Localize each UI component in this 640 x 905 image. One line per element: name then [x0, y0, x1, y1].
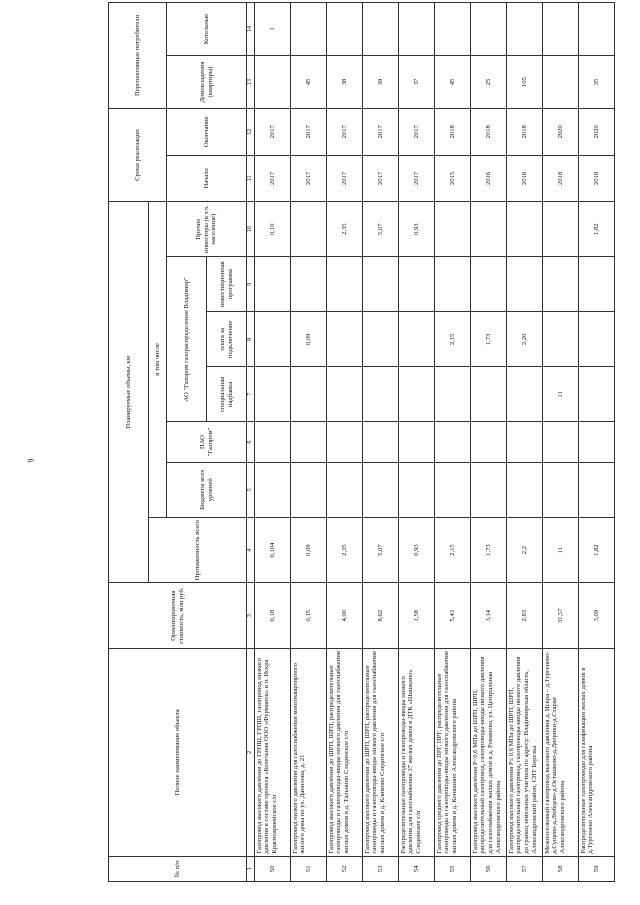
col-index: 9 [247, 257, 255, 312]
cell-other [542, 202, 578, 257]
table-row [506, 3, 542, 882]
table-row [578, 3, 614, 882]
cell-cost: 8,62 [362, 583, 398, 649]
cell-name: Газопровод высокого давления до ШРП, ШРП, распределительные газопроводы и газопроводы-вводы низкого давления для газоснабжения жилых домов в д. Тальнино Слединское с/п [326, 649, 362, 857]
cell-households: 105 [506, 56, 542, 109]
cell-start: 2015 [434, 155, 470, 202]
cell-boilers [290, 3, 326, 56]
cell-cost: 3,09 [578, 583, 614, 649]
cell-households: 39 [362, 56, 398, 109]
cell-invest [506, 257, 542, 312]
column-index-row [247, 3, 255, 882]
header-households: Домовладения (квартиры) [167, 56, 247, 109]
cell-cost: 1,58 [398, 583, 434, 649]
cell-start: 2017 [398, 155, 434, 202]
cell-len: 1,73 [470, 517, 506, 583]
cell-special [290, 367, 326, 422]
cell-start: 2016 [470, 155, 506, 202]
cell-name: Газопровод высокого давления до ГРПШ, ГРПШ, газопровод низкого давления в составе проекта «Котельная ООО «Фурманов» в п. Искра Красноармейское с/п [254, 649, 290, 857]
cell-boilers [578, 3, 614, 56]
cell-start: 2016 [506, 155, 542, 202]
cell-budgets [506, 462, 542, 517]
cell-fee [326, 312, 362, 367]
cell-special [434, 367, 470, 422]
cell-households: 38 [326, 56, 362, 109]
cell-budgets [362, 462, 398, 517]
col-index: 4 [247, 517, 255, 583]
page-number: 9 [26, 458, 36, 463]
table-row [542, 3, 578, 882]
cell-other: 2,35 [326, 202, 362, 257]
cell-boilers [434, 3, 470, 56]
gas-pipeline-table [108, 2, 615, 882]
col-index: 5 [247, 462, 255, 517]
cell-name: Распределительные газопроводы и газопроводы-вводы низкого давления для газоснабжения 37 жилых домов в ДТК «Шишкино» Слединское с/п [398, 649, 434, 857]
header-terms: Сроки реализации [109, 108, 167, 201]
cell-len: 2,35 [326, 517, 362, 583]
cell-budgets [290, 462, 326, 517]
cell-end: 2017 [398, 108, 434, 155]
cell-other: 0,10 [254, 202, 290, 257]
cell-end: 2018 [434, 108, 470, 155]
cell-pao [254, 422, 290, 462]
cell-other [290, 202, 326, 257]
cell-households: 35 [578, 56, 614, 109]
cell-len: 5,07 [362, 517, 398, 583]
cell-n: 54 [398, 856, 434, 881]
cell-other: 5,07 [362, 202, 398, 257]
cell-n: 59 [578, 856, 614, 881]
cell-len: 0,09 [290, 517, 326, 583]
cell-households: 25 [470, 56, 506, 109]
cell-n: 57 [506, 856, 542, 881]
cell-invest [542, 257, 578, 312]
cell-special [326, 367, 362, 422]
col-index: 12 [247, 108, 255, 155]
cell-end: 2017 [290, 108, 326, 155]
cell-cost: 0,18 [254, 583, 290, 649]
cell-start: 2017 [290, 155, 326, 202]
table-row [398, 3, 434, 882]
cell-special [506, 367, 542, 422]
col-index: 6 [247, 422, 255, 462]
cell-fee [578, 312, 614, 367]
rotated-table-container [108, 2, 638, 882]
header-planned: Планируемые объемы, км [109, 202, 149, 583]
cell-boilers [470, 3, 506, 56]
cell-invest [326, 257, 362, 312]
col-index: 8 [247, 312, 255, 367]
cell-fee: 2,15 [434, 312, 470, 367]
cell-name: Газопровод высокого давления до ШРП, ШРП, распределительные газопроводы и газопроводы-вводы низкого давления для газоснабжения жилых домов в д. Климово Слединское с/п [362, 649, 398, 857]
cell-invest [470, 257, 506, 312]
cell-boilers [542, 3, 578, 56]
cell-invest [434, 257, 470, 312]
cell-other: 0,93 [398, 202, 434, 257]
cell-other: 1,82 [578, 202, 614, 257]
cell-end: 2017 [326, 108, 362, 155]
cell-pao [290, 422, 326, 462]
cell-boilers: 1 [254, 3, 290, 56]
header-ao: АО "Газпром газораспределение Владимир" [167, 257, 207, 422]
cell-len: 2,15 [434, 517, 470, 583]
cell-special: 11 [542, 367, 578, 422]
col-index: 2 [247, 649, 255, 857]
cell-cost: 31,57 [542, 583, 578, 649]
cell-invest [578, 257, 614, 312]
header-end: Окончание [167, 108, 247, 155]
cell-n: 50 [254, 856, 290, 881]
cell-households [254, 56, 290, 109]
cell-special [578, 367, 614, 422]
cell-name: Газопровод среднего давления до ПРГ, ПРГ, распределительные газопроводы и газопроводы-вводы низкого давления для газоснабжения жилых домов в д. Коняшино Александровского района [434, 649, 470, 857]
header-start: Начало [167, 155, 247, 202]
table-row [326, 3, 362, 882]
cell-fee [398, 312, 434, 367]
table-row [254, 3, 290, 882]
cell-start: 2017 [254, 155, 290, 202]
header-incl: в том числе [149, 202, 167, 518]
cell-pao [506, 422, 542, 462]
cell-households: 37 [398, 56, 434, 109]
cell-special [398, 367, 434, 422]
cell-name: Распределительные газопроводы для газификации жилых домов в д.Тургенево Александровского района [578, 649, 614, 857]
header-consumers: Перспективные потребители [109, 3, 167, 109]
col-index: 3 [247, 583, 255, 649]
header-name: Полное наименование объекта [109, 649, 247, 857]
cell-n: 52 [326, 856, 362, 881]
cell-pao [470, 422, 506, 462]
cell-cost: 0,15 [290, 583, 326, 649]
cell-fee: 2,20 [506, 312, 542, 367]
cell-budgets [326, 462, 362, 517]
cell-start: 2017 [326, 155, 362, 202]
cell-cost: 3,14 [470, 583, 506, 649]
cell-fee [254, 312, 290, 367]
cell-name: Газопровод высокого давления Р<0,6 МПа до ШРП, ШРП, распределительный газопровод, газопроводы-вводы низкого давления для газоснабжения жилых домов в д. Романово, ул. Центральная Александровского района [470, 649, 506, 857]
cell-cost: 5,43 [434, 583, 470, 649]
cell-pao [578, 422, 614, 462]
cell-len: 1,82 [578, 517, 614, 583]
cell-other [506, 202, 542, 257]
col-index: 14 [247, 3, 255, 56]
cell-name: Газопровод высокого давления Р≤ 0,6 МПа до ШРП, ШРП, распределительный газопровод, газопроводы-вводы низкого давления до границ земельных участков по адресу: Владимирская область, Александровский район, СНТ Березка [506, 649, 542, 857]
cell-end: 2020 [578, 108, 614, 155]
cell-n: 58 [542, 856, 578, 881]
cell-end: 2017 [362, 108, 398, 155]
cell-budgets [578, 462, 614, 517]
cell-len: 0,104 [254, 517, 290, 583]
cell-invest [290, 257, 326, 312]
cell-n: 51 [290, 856, 326, 881]
cell-invest [362, 257, 398, 312]
cell-households: 45 [434, 56, 470, 109]
cell-n: 55 [434, 856, 470, 881]
cell-n: 56 [470, 856, 506, 881]
header-pao: ПАО "Газпром" [167, 422, 247, 462]
cell-pao [326, 422, 362, 462]
cell-special [362, 367, 398, 422]
col-index: 13 [247, 56, 255, 109]
cell-fee: 0,09 [290, 312, 326, 367]
table-row [434, 3, 470, 882]
cell-households [542, 56, 578, 109]
cell-budgets [470, 462, 506, 517]
header-invest: инвестиционная программа [207, 257, 247, 312]
cell-boilers [398, 3, 434, 56]
cell-boilers [362, 3, 398, 56]
col-index: 1 [247, 856, 255, 881]
cell-name: Межпоселковый газопровод высокого давления д. Искра – д.Тургенево-д.Сущево-д.Любцево-д.Осташково-д.Дворики-д.Старая Александровского района [542, 649, 578, 857]
cell-cost: 2,83 [506, 583, 542, 649]
cell-start: 2018 [542, 155, 578, 202]
cell-invest [254, 257, 290, 312]
cell-budgets [542, 462, 578, 517]
cell-len: 0,93 [398, 517, 434, 583]
cell-end: 2018 [506, 108, 542, 155]
header-length-total: Протяженность всего [149, 517, 247, 583]
cell-name: Газопровод низкого давления для газоснабжения многоквартирного жилого дома по ул. Данилова, д. 21 [290, 649, 326, 857]
cell-pao [542, 422, 578, 462]
cell-budgets [434, 462, 470, 517]
header-fee: плата за подключение [207, 312, 247, 367]
cell-pao [398, 422, 434, 462]
cell-pao [362, 422, 398, 462]
cell-cost: 4,00 [326, 583, 362, 649]
cell-budgets [398, 462, 434, 517]
cell-n: 53 [362, 856, 398, 881]
cell-fee: 1,73 [470, 312, 506, 367]
cell-other [470, 202, 506, 257]
cell-other [434, 202, 470, 257]
table-body [254, 3, 614, 882]
header-boilers: Котельные [167, 3, 247, 56]
cell-fee [362, 312, 398, 367]
header-budgets: Бюджеты всех уровней [167, 462, 247, 517]
cell-end: 2020 [542, 108, 578, 155]
cell-pao [434, 422, 470, 462]
col-index: 11 [247, 155, 255, 202]
header-special: специальная надбавка [207, 367, 247, 422]
table-row [290, 3, 326, 882]
cell-end: 2018 [470, 108, 506, 155]
cell-budgets [254, 462, 290, 517]
cell-households: 45 [290, 56, 326, 109]
header-other: Прочие инвесторы (в т.ч. население) [167, 202, 247, 257]
cell-boilers [326, 3, 362, 56]
header-num: № п/п [109, 856, 247, 881]
header-cost: Ориентировочная стоимость, млн руб. [109, 583, 247, 649]
col-index: 7 [247, 367, 255, 422]
cell-boilers [506, 3, 542, 56]
cell-special [470, 367, 506, 422]
cell-invest [398, 257, 434, 312]
cell-special [254, 367, 290, 422]
cell-len: 11 [542, 517, 578, 583]
cell-start: 2017 [362, 155, 398, 202]
col-index: 10 [247, 202, 255, 257]
table-row [362, 3, 398, 882]
table-header [109, 3, 255, 882]
table-row [470, 3, 506, 882]
cell-start: 2018 [578, 155, 614, 202]
cell-end: 2017 [254, 108, 290, 155]
cell-len: 2,2 [506, 517, 542, 583]
cell-fee [542, 312, 578, 367]
